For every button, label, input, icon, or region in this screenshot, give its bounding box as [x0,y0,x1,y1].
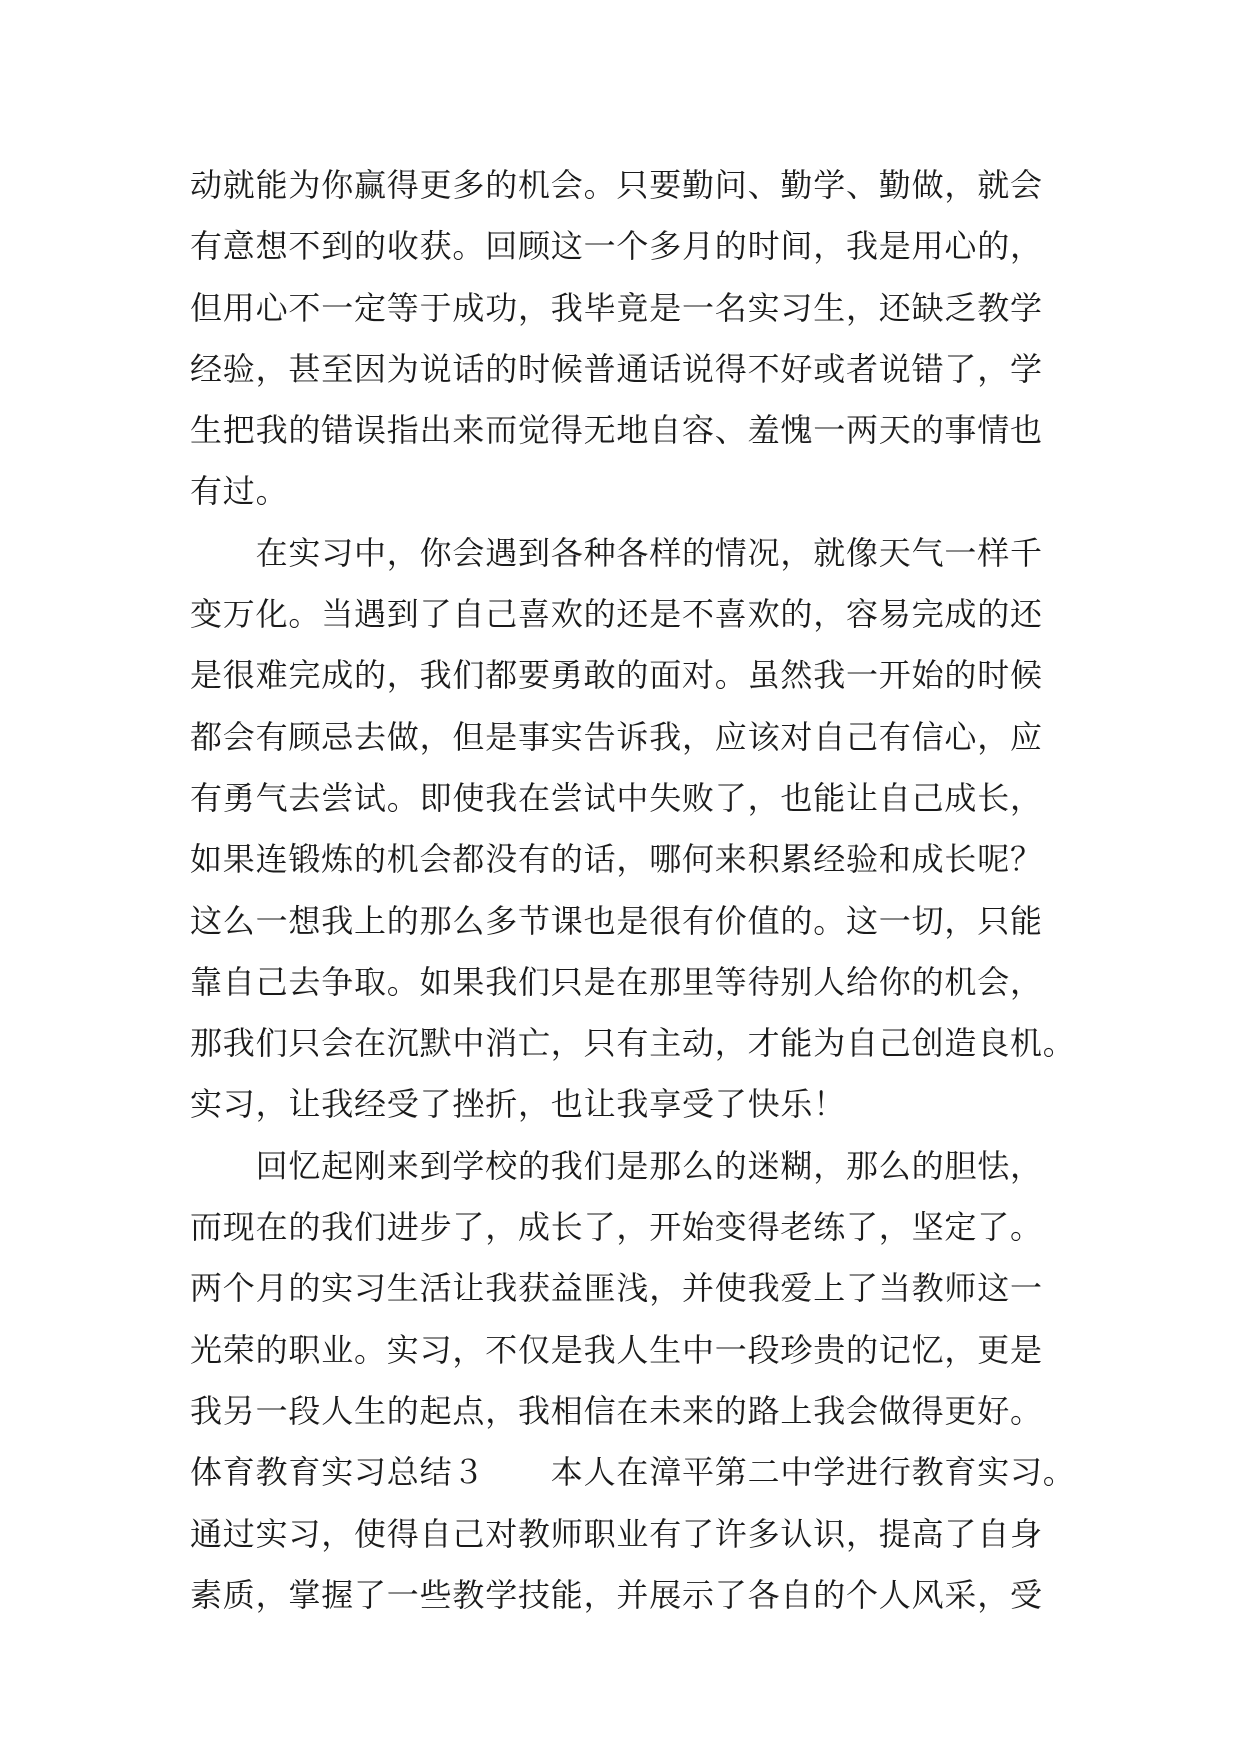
text-line: 动就能为你赢得更多的机会。只要勤问、勤学、勤做，就会 [190,166,1043,204]
text-line: 而现在的我们进步了，成长了，开始变得老练了，坚定了。 [190,1208,1043,1247]
text-line: 有过。 [190,472,289,511]
section-heading-line: 体育教育实习总结３ 本人在漳平第二中学进行教育实习。 [190,1453,1076,1492]
text-line: 是很难完成的，我们都要勇敢的面对。虽然我一开始的时候 [190,656,1043,695]
text-line: 靠自己去争取。如果我们只是在那里等待别人给你的机会， [190,962,1043,1001]
text-line: 有意想不到的收获。回顾这一个多月的时间，我是用心的， [190,227,1043,266]
text-line: 那我们只会在沉默中消亡，只有主动，才能为自己创造良机。 [190,1024,1076,1063]
text-line: 我另一段人生的起点，我相信在未来的路上我会做得更好。 [190,1391,1043,1430]
text-line: 经验，甚至因为说话的时候普通话说得不好或者说错了，学 [190,349,1043,388]
text-line: 有勇气去尝试。即使我在尝试中失败了，也能让自己成长， [190,778,1043,817]
text-line: 实习，让我经受了挫折，也让我享受了快乐！ [190,1085,847,1124]
paragraph-start-line: 在实习中，你会遇到各种各样的情况，就像天气一样千 [190,533,1043,572]
paragraph-start-line: 回忆起刚来到学校的我们是那么的迷糊，那么的胆怯， [190,1146,1043,1185]
body-text [190,155,1076,1626]
text-line: 素质，掌握了一些教学技能，并展示了各自的个人风采，受 [190,1575,1043,1614]
text-line: 光荣的职业。实习，不仅是我人生中一段珍贵的记忆，更是 [190,1330,1043,1369]
text-line: 两个月的实习生活让我获益匪浅，并使我爱上了当教师这一 [190,1269,1043,1308]
text-line: 变万化。当遇到了自己喜欢的还是不喜欢的，容易完成的还 [190,595,1043,634]
text-line: 都会有顾忌去做，但是事实告诉我，应该对自己有信心，应 [190,717,1043,756]
text-line: 通过实习，使得自己对教师职业有了许多认识，提高了自身 [190,1514,1043,1553]
text-line: 但用心不一定等于成功，我毕竟是一名实习生，还缺乏教学 [190,288,1043,327]
text-line: 如果连锻炼的机会都没有的话，哪何来积累经验和成长呢？ [190,840,1043,879]
text-line: 这么一想我上的那么多节课也是很有价值的。这一切，只能 [190,901,1043,940]
text-line: 生把我的错误指出来而觉得无地自容、羞愧一两天的事情也 [190,411,1043,450]
